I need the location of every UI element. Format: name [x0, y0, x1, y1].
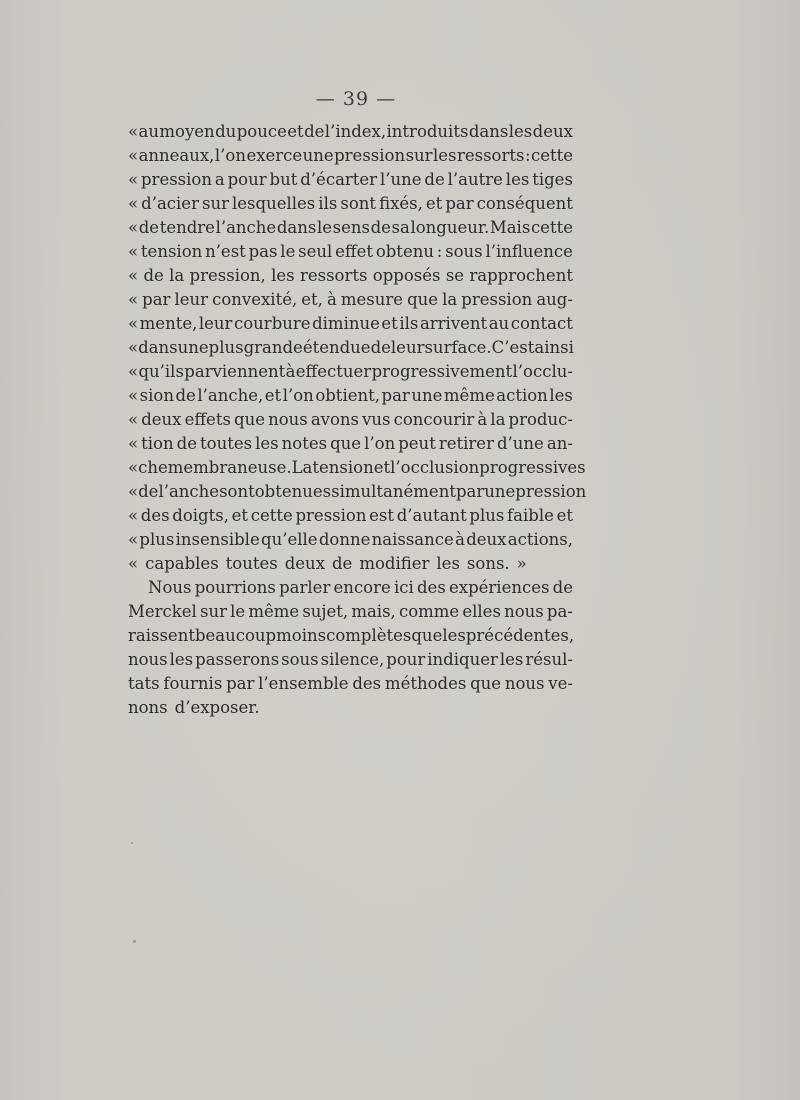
text-line: « au moyen du pouce et de l’index, introduits dans les deux — [128, 122, 573, 141]
page-number: — 39 — — [315, 88, 397, 110]
text-line: « mente, leur courbure diminue et ils arrivent au contact — [128, 314, 573, 333]
text-line: « tension n’est pas le seul effet obtenu : sous l’influence — [128, 242, 573, 261]
text-line: « capables toutes deux de modifier les sons. » — [128, 554, 527, 573]
text-line: « de l’anche sont obtenues simultanément par une pression — [128, 482, 587, 501]
text-line: « par leur convexité, et, à mesure que la pression aug- — [128, 290, 573, 309]
text-line: tats fournis par l’ensemble des méthodes que nous ve- — [128, 674, 573, 693]
text-line: « tion de toutes les notes que l’on peut retirer d’une an- — [128, 434, 573, 453]
text-line: Nous pourrions parler encore ici des expériences de — [148, 578, 573, 597]
text-line: « d’acier sur lesquelles ils sont fixés, et par conséquent — [128, 194, 573, 213]
text-line: « deux effets que nous avons vus concourir à la produc- — [128, 410, 573, 429]
text-line: nons d’exposer. — [128, 698, 260, 717]
text-line: « de la pression, les ressorts opposés se rapprochent — [128, 266, 573, 285]
text-line: « plus insensible qu’elle donne naissance à deux actions, — [128, 530, 573, 549]
text-line: « des doigts, et cette pression est d’autant plus faible et — [128, 506, 573, 525]
body-text — [128, 120, 587, 720]
text-line: « sion de l’anche, et l’on obtient, par une même action les — [128, 386, 573, 405]
paper-speck — [133, 940, 136, 943]
text-line: « pression a pour but d’écarter l’une de l’autre les tiges — [128, 170, 573, 189]
text-line: Merckel sur le même sujet, mais, comme elles nous pa- — [128, 602, 573, 621]
text-line: « dans une plus grande étendue de leur surface. C’est ainsi — [128, 338, 574, 357]
text-line: « de tendre l’anche dans le sens de sa longueur. Mais cette — [128, 218, 573, 237]
text-line: « qu’ils parviennent à effectuer progressivement l’occlu- — [128, 362, 573, 381]
text-line: « anneaux, l’on exerce une pression sur les ressorts : cette — [128, 146, 573, 165]
paper-speck — [131, 842, 133, 844]
text-line: « che membraneuse. La tension et l’occlusion progressives — [128, 458, 586, 477]
text-line: raissent beaucoup moins complètes que les précédentes, — [128, 626, 575, 645]
text-line: nous les passerons sous silence, pour indiquer les résul- — [128, 650, 573, 669]
